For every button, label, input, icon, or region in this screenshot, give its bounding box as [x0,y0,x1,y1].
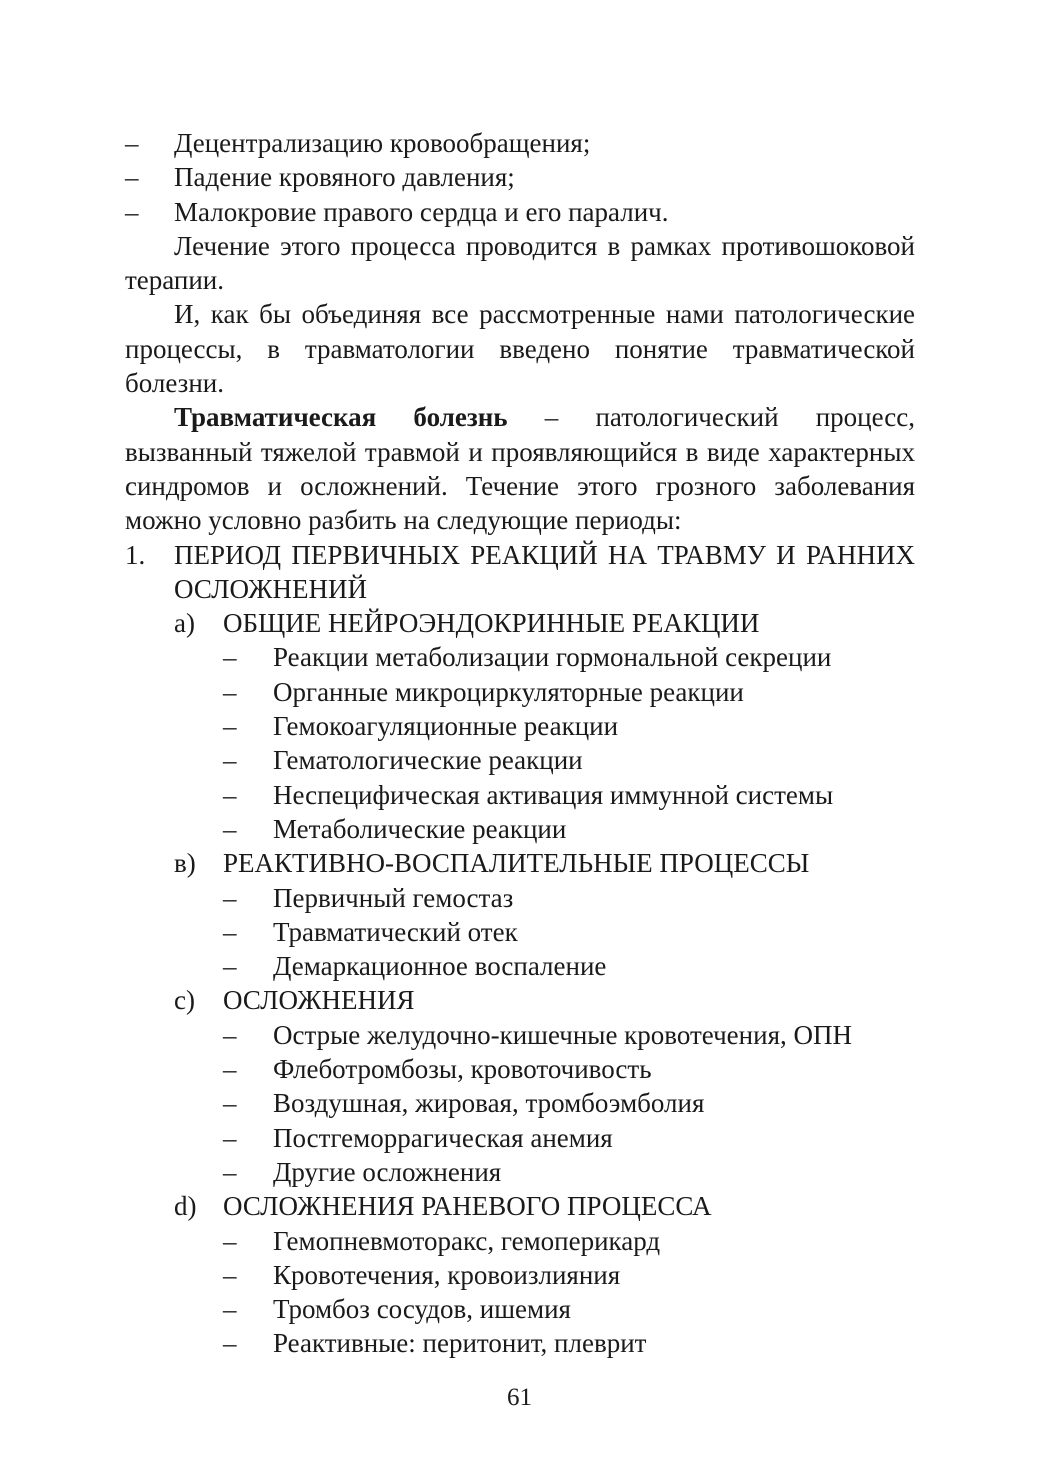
intro-list-item [125,126,915,160]
dash-bullet: – [223,642,237,673]
sections-container [125,606,915,1361]
dash-bullet: – [223,1328,237,1359]
section-list-item [125,915,915,949]
section-title: РЕАКТИВНО-ВОСПАЛИТЕЛЬНЫЕ ПРОЦЕССЫ [223,848,810,879]
definition-text: – патологический процесс, вызванный тяжелой травмой и проявляющийся в виде характерных синдромов и осложнений. Течение этого грозного заболевания можно условно разбить на следующие периоды: [125,402,916,536]
section-letter: d) [174,1191,197,1222]
section-title: ОСЛОЖНЕНИЯ [223,985,415,1016]
section-letter: a) [174,608,195,639]
list-item-text: Травматический отек [273,916,518,947]
section-title: ОСЛОЖНЕНИЯ РАНЕВОГО ПРОЦЕССА [223,1191,712,1222]
section-list-item [125,1121,915,1155]
page-body [125,126,915,1361]
section-letter: c) [174,985,195,1016]
list-item-text: Гематологические реакции [273,745,583,776]
section-list-item [125,1258,915,1292]
list-item-text: Воздушная, жировая, тромбоэмболия [273,1088,705,1119]
dash-bullet: – [223,711,237,742]
dash-bullet: – [223,1225,237,1256]
definition-term: Травматическая болезнь [174,402,508,433]
intro-list-item [125,195,915,229]
dash-bullet: – [223,951,237,982]
list-item-text: Гемокоагуляционные реакции [273,711,619,742]
section-heading [125,846,915,880]
dash-bullet: – [125,128,139,158]
list-item-text: Малокровие правого сердца и его паралич. [174,196,669,227]
list-item-text: Острые желудочно-кишечные кровотечения, ОПН [273,1019,852,1050]
dash-bullet: – [223,1122,237,1153]
section-list-item [125,675,915,709]
dash-bullet: – [223,882,237,913]
section-list-item [125,949,915,983]
section-list-item [125,778,915,812]
dash-bullet: – [223,1156,237,1187]
list-item-text: Постгеморрагическая анемия [273,1122,613,1153]
dash-bullet: – [125,162,139,193]
list-item-text: Падение кровяного давления; [174,162,515,193]
section-list-item [125,1086,915,1120]
paragraph-treatment: Лечение этого процесса проводится в рамках противошоковой терапии. [125,230,915,296]
section-heading [125,1189,915,1223]
dash-bullet: – [125,196,139,227]
section-list-item [125,1018,915,1052]
section-list-item [125,1155,915,1189]
intro-list-item [125,160,915,194]
section-letter: в) [174,848,196,879]
dash-bullet: – [223,916,237,947]
list-item-text: Органные микроциркуляторные реакции [273,676,744,707]
list-item-text: Кровотечения, кровоизлияния [273,1259,621,1290]
dash-bullet: – [223,1019,237,1050]
list-item-text: Флеботромбозы, кровоточивость [273,1054,652,1085]
list-item-text: Демаркационное воспаление [273,951,607,982]
paragraph-definition [125,400,915,537]
list-item-text: Реактивные: перитонит, плеврит [273,1328,647,1359]
list-item-text: Тромбоз сосудов, ишемия [273,1294,571,1325]
section-list-item [125,640,915,674]
section-list-item [125,1052,915,1086]
dash-bullet: – [223,1088,237,1119]
list-item-text: Метаболические реакции [273,813,567,844]
period-number: 1. [125,539,146,570]
section-list-item [125,1224,915,1258]
section-list-item [125,709,915,743]
section-list-item [125,881,915,915]
list-item-text: Первичный гемостаз [273,882,514,913]
section-heading [125,983,915,1017]
period-title: ПЕРИОД ПЕРВИЧНЫХ РЕАКЦИЙ НА ТРАВМУ И РАННИХ ОСЛОЖНЕНИЙ [174,539,915,604]
dash-bullet: – [223,1054,237,1085]
section-title: ОБЩИЕ НЕЙРОЭНДОКРИННЫЕ РЕАКЦИИ [223,608,760,639]
paragraph-unite: И, как бы объединяя все рассмотренные нами патологические процессы, в травматологии введено понятие травматической болезни. [125,299,915,399]
section-list-item [125,1326,915,1360]
list-item-text: Другие осложнения [273,1156,502,1187]
list-item-text: Реакции метаболизации гормональной секреции [273,642,832,673]
dash-bullet: – [223,676,237,707]
list-item-text: Неспецифическая активация иммунной системы [273,779,834,810]
list-item-text: Децентрализацию кровообращения; [174,128,591,158]
section-list-item [125,812,915,846]
section-heading [125,606,915,640]
list-item-text: Гемопневмоторакс, гемоперикард [273,1225,661,1256]
dash-bullet: – [223,745,237,776]
dash-bullet: – [223,1294,237,1325]
dash-bullet: – [223,813,237,844]
period-heading [125,538,915,607]
section-list-item [125,743,915,777]
section-list-item [125,1292,915,1326]
page-number: 61 [507,1384,532,1411]
dash-bullet: – [223,1259,237,1290]
dash-bullet: – [223,779,237,810]
